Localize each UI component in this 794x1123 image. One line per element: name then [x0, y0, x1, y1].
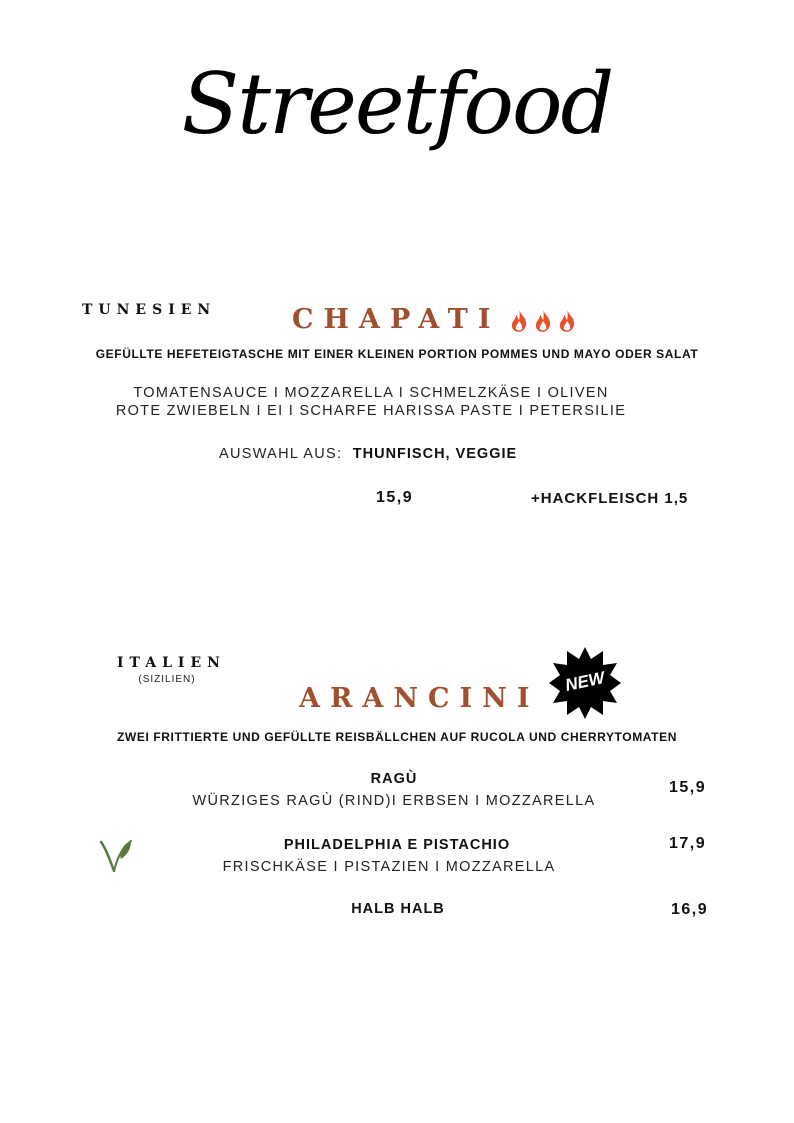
chapati-description: GEFÜLLTE HEFETEIGTASCHE MIT EINER KLEINEN PORTION POMMES UND MAYO ODER SALAT: [95, 347, 699, 361]
arancini-description: ZWEI FRITTIERTE UND GEFÜLLTE REISBÄLLCHEN AUF RUCOLA UND CHERRYTOMATEN: [117, 730, 677, 744]
chapati-heading: [292, 304, 577, 338]
arancini-origin-sub: (SIZILIEN): [138, 674, 196, 685]
flame-icon: [509, 309, 529, 338]
chapati-ingredients-2: ROTE ZWIEBELN I EI I SCHARFE HARISSA PASTE I PETERSILIE: [115, 403, 627, 419]
new-badge-label: NEW: [563, 668, 607, 695]
chapati-choice: [219, 445, 517, 463]
menu-item-price: 17,9: [669, 835, 707, 852]
chapati-name: CHAPATI: [292, 304, 501, 335]
menu-item-price: 16,9: [671, 901, 709, 918]
menu-item-desc: WÜRZIGES RAGÙ (RIND)I ERBSEN I MOZZARELLA: [192, 793, 596, 809]
choice-value: THUNFISCH, VEGGIE: [352, 446, 518, 462]
chapati-extra: +HACKFLEISCH 1,5: [531, 490, 689, 507]
arancini-name: ARANCINI: [299, 683, 540, 714]
chapati-origin: TUNESIEN: [82, 302, 217, 318]
chapati-ingredients-1: TOMATENSAUCE I MOZZARELLA I SCHMELZKÄSE I OLIVEN: [133, 385, 609, 401]
arancini-origin: ITALIEN: [117, 655, 226, 671]
chapati-price: 15,9: [376, 489, 414, 506]
menu-item-price: 15,9: [669, 779, 707, 796]
new-badge: [547, 645, 623, 721]
choice-label: AUSWAHL AUS:: [219, 446, 343, 462]
menu-item-name: RAGÙ: [370, 771, 418, 787]
menu-item-desc: FRISCHKÄSE I PISTAZIEN I MOZZARELLA: [222, 859, 556, 875]
menu-item-name: PHILADELPHIA E PISTACHIO: [283, 837, 511, 853]
flame-icon: [557, 309, 577, 338]
menu-item-name: HALB HALB: [351, 901, 445, 917]
page-title: Streetfood: [181, 55, 613, 153]
flame-icon: [533, 309, 553, 338]
